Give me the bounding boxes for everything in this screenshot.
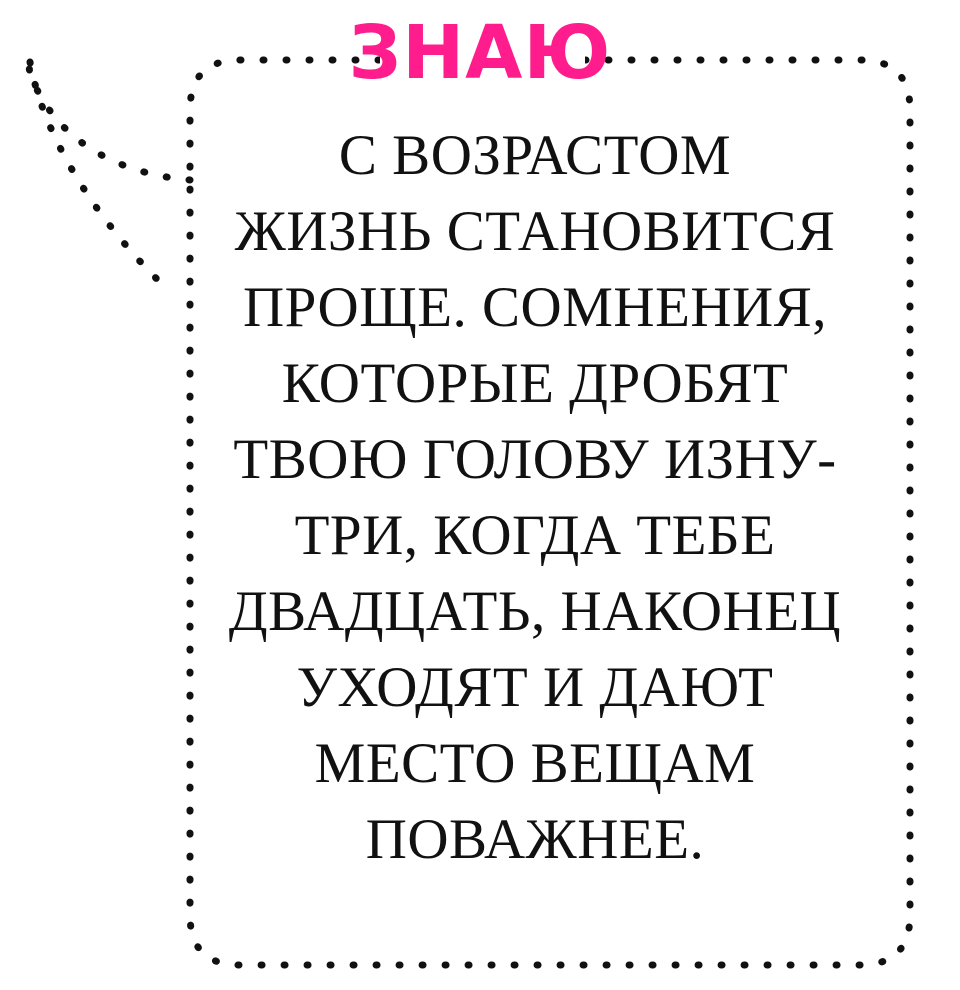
quote-line: ЖИЗНЬ СТАНОВИТСЯ xyxy=(234,200,836,263)
quote-line: УХОДЯТ И ДАЮТ xyxy=(296,656,774,719)
quote-line: ДВАДЦАТЬ, НАКОНЕЦ xyxy=(228,580,842,643)
quote-text xyxy=(175,118,895,878)
quote-line: ТРИ, КОГДА ТЕБЕ xyxy=(294,504,776,567)
quote-line: ПОВАЖНЕЕ. xyxy=(365,808,705,871)
quote-line: ПРОЩЕ. СОМНЕНИЯ, xyxy=(243,276,827,339)
quote-line: ТВОЮ ГОЛОВУ ИЗНУ- xyxy=(233,428,837,491)
bubble-tail-lower-path xyxy=(30,62,168,290)
quote-line: МЕСТО ВЕЩАМ xyxy=(314,732,756,795)
quote-line: КОТОРЫЕ ДРОБЯТ xyxy=(281,352,789,415)
headline-znayu: ЗНАЮ xyxy=(348,10,612,96)
quote-line: С ВОЗРАСТОМ xyxy=(338,124,732,187)
